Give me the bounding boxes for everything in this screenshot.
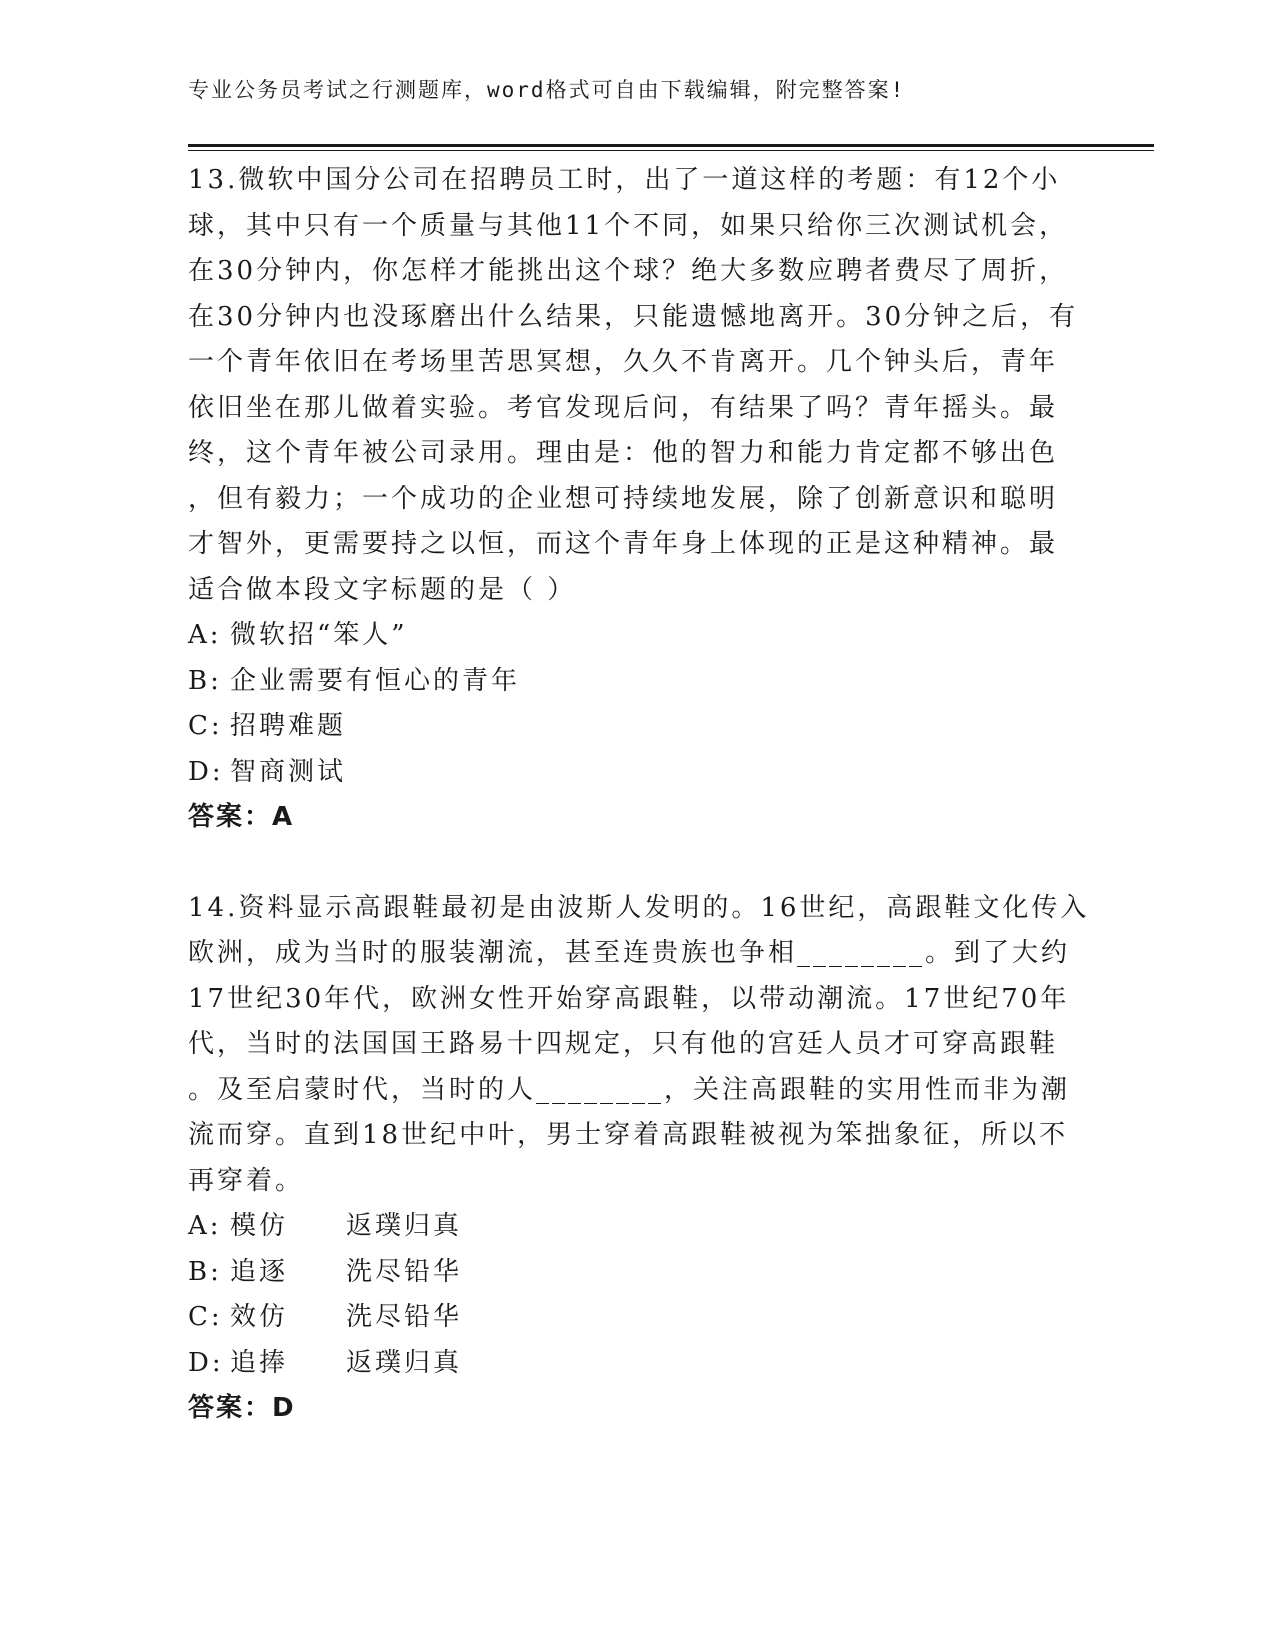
option-text-first: 效仿 — [230, 1302, 289, 1332]
stem-line: 球，其中只有一个质量与其他11个不同，如果只给你三次测试机会， — [188, 210, 1069, 241]
option-b — [188, 659, 1088, 705]
option-label: B: — [188, 1256, 222, 1287]
stem-line: 17世纪30年代，欧洲女性开始穿高跟鞋，以带动潮流。17世纪70年 — [188, 983, 1070, 1014]
question-stem — [188, 886, 1088, 1205]
option-a — [188, 1204, 1088, 1250]
option-d — [188, 750, 1088, 796]
stem-line: 流而穿。直到18世纪中叶，男士穿着高跟鞋被视为笨拙象征，所以不 — [188, 1120, 1069, 1150]
option-text-first: 模仿 — [230, 1211, 289, 1241]
stem-line: 在30分钟内也没琢磨出什么结果，只能遗憾地离开。30分钟之后，有 — [188, 301, 1079, 332]
stem-line: 才智外，更需要持之以恒，而这个青年身上体现的正是这种精神。最 — [188, 529, 1059, 559]
question-14 — [188, 886, 1088, 1432]
option-label: C: — [188, 711, 223, 741]
header-divider-thin — [188, 150, 1154, 151]
stem-line: 13.微软中国分公司在招聘员工时，出了一道这样的考题：有12个小 — [188, 165, 1061, 195]
header-divider-thick — [188, 144, 1154, 147]
option-text-first: 追捧 — [230, 1347, 289, 1378]
stem-line: 14.资料显示高跟鞋最初是由波斯人发明的。16世纪，高跟鞋文化传入 — [188, 892, 1090, 923]
option-text-second: 洗尽铅华 — [346, 1302, 463, 1332]
answer-line: 答案：D — [188, 1393, 296, 1423]
answer-line: 答案：A — [188, 802, 295, 832]
option-list — [188, 613, 1088, 795]
option-text: 招聘难题 — [230, 711, 347, 741]
option-label: D: — [188, 756, 224, 787]
stem-line: 适合做本段文字标题的是（ ） — [188, 574, 577, 605]
stem-line: 一个青年依旧在考场里苦思冥想，久久不肯离开。几个钟头后，青年 — [188, 347, 1059, 377]
option-label: D: — [188, 1347, 224, 1378]
option-text: 微软招“笨人” — [230, 620, 408, 650]
option-a — [188, 613, 1088, 659]
page-header: 专业公务员考试之行测题库，word格式可自由下载编辑，附完整答案! — [188, 78, 906, 102]
option-c — [188, 1295, 1088, 1341]
question-13 — [188, 158, 1088, 841]
option-text-second: 返璞归真 — [346, 1211, 463, 1241]
option-label: A: — [188, 620, 222, 650]
option-list — [188, 1204, 1088, 1386]
question-stem — [188, 158, 1088, 613]
question-list — [188, 158, 1088, 1432]
option-label: A: — [188, 1211, 222, 1241]
stem-line: ，但有毅力；一个成功的企业想可持续地发展，除了创新意识和聪明 — [188, 483, 1059, 514]
option-text-second: 返璞归真 — [346, 1347, 463, 1378]
stem-line: 在30分钟内，你怎样才能挑出这个球？绝大多数应聘者费尽了周折， — [188, 256, 1069, 286]
option-text-first: 追逐 — [230, 1256, 289, 1287]
stem-line: 。及至启蒙时代，当时的人________，关注高跟鞋的实用性而非为潮 — [188, 1074, 1071, 1105]
option-d — [188, 1341, 1088, 1387]
option-text: 智商测试 — [230, 756, 347, 787]
option-c — [188, 704, 1088, 750]
stem-line: 依旧坐在那儿做着实验。考官发现后问，有结果了吗？青年摇头。最 — [188, 392, 1059, 423]
stem-line: 欧洲，成为当时的服装潮流，甚至连贵族也争相________。到了大约 — [188, 938, 1071, 968]
stem-line: 代，当时的法国国王路易十四规定，只有他的宫廷人员才可穿高跟鞋 — [188, 1029, 1059, 1059]
option-b — [188, 1250, 1088, 1296]
stem-line: 终，这个青年被公司录用。理由是：他的智力和能力肯定都不够出色 — [188, 438, 1059, 468]
option-label: B: — [188, 665, 222, 696]
option-text: 企业需要有恒心的青年 — [230, 665, 521, 696]
option-text-second: 洗尽铅华 — [346, 1256, 463, 1287]
stem-line: 再穿着。 — [188, 1165, 305, 1196]
option-label: C: — [188, 1302, 223, 1332]
